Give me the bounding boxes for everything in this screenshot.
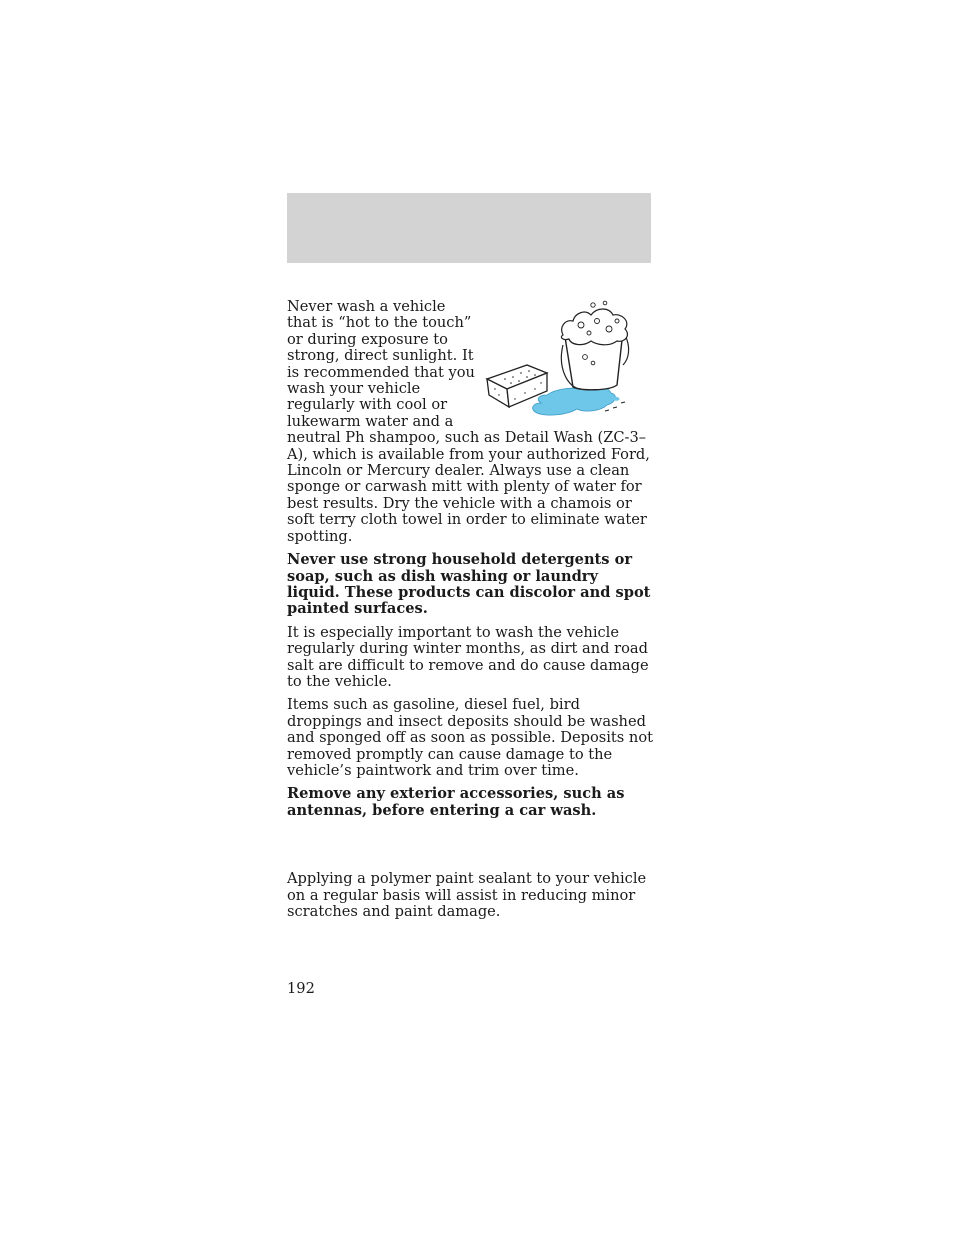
section-header-bar — [287, 193, 651, 263]
winter-paragraph: It is especially important to wash the vehicle regularly during winter months, as dirt and road salt are difficult to remove and do cause damage to the vehicle. — [287, 623, 649, 690]
page-content — [287, 299, 653, 927]
detergent-warning: Never use strong household detergents or soap, such as dish washing or laundry liquid. These products can discolor and spot painted surfaces. — [287, 551, 651, 618]
intro-paragraph: Never wash a vehicle that is “hot to the touch” or during exposure to strong, direct sunlight. It is recommended that you wash your vehicle regularly with cool or lukewarm water and a neutral Ph shampoo, such as Detail Wash (ZC-3–A), which is available from your authorized Ford, Lincoln or Mercury dealer. Always use a clean sponge or carwash mitt with plenty of water for best results. Dry the vehicle with a chamois or soft terry cloth towel in order to eliminate water spotting. — [287, 298, 650, 545]
intro-section — [287, 299, 653, 545]
accessories-warning: Remove any exterior accessories, such as antennas, before entering a car wash. — [287, 785, 625, 819]
page-number: 192 — [287, 980, 315, 997]
bucket-sponge-icon — [485, 299, 653, 424]
deposits-paragraph: Items such as gasoline, diesel fuel, bird droppings and insect deposits should be washed and sponged off as soon as possible. Deposits not removed promptly can cause damage to the vehicle’s paintwork and trim over time. — [287, 696, 653, 779]
sealant-paragraph: Applying a polymer paint sealant to your vehicle on a regular basis will assist in reducing minor scratches and paint damage. — [287, 870, 647, 920]
